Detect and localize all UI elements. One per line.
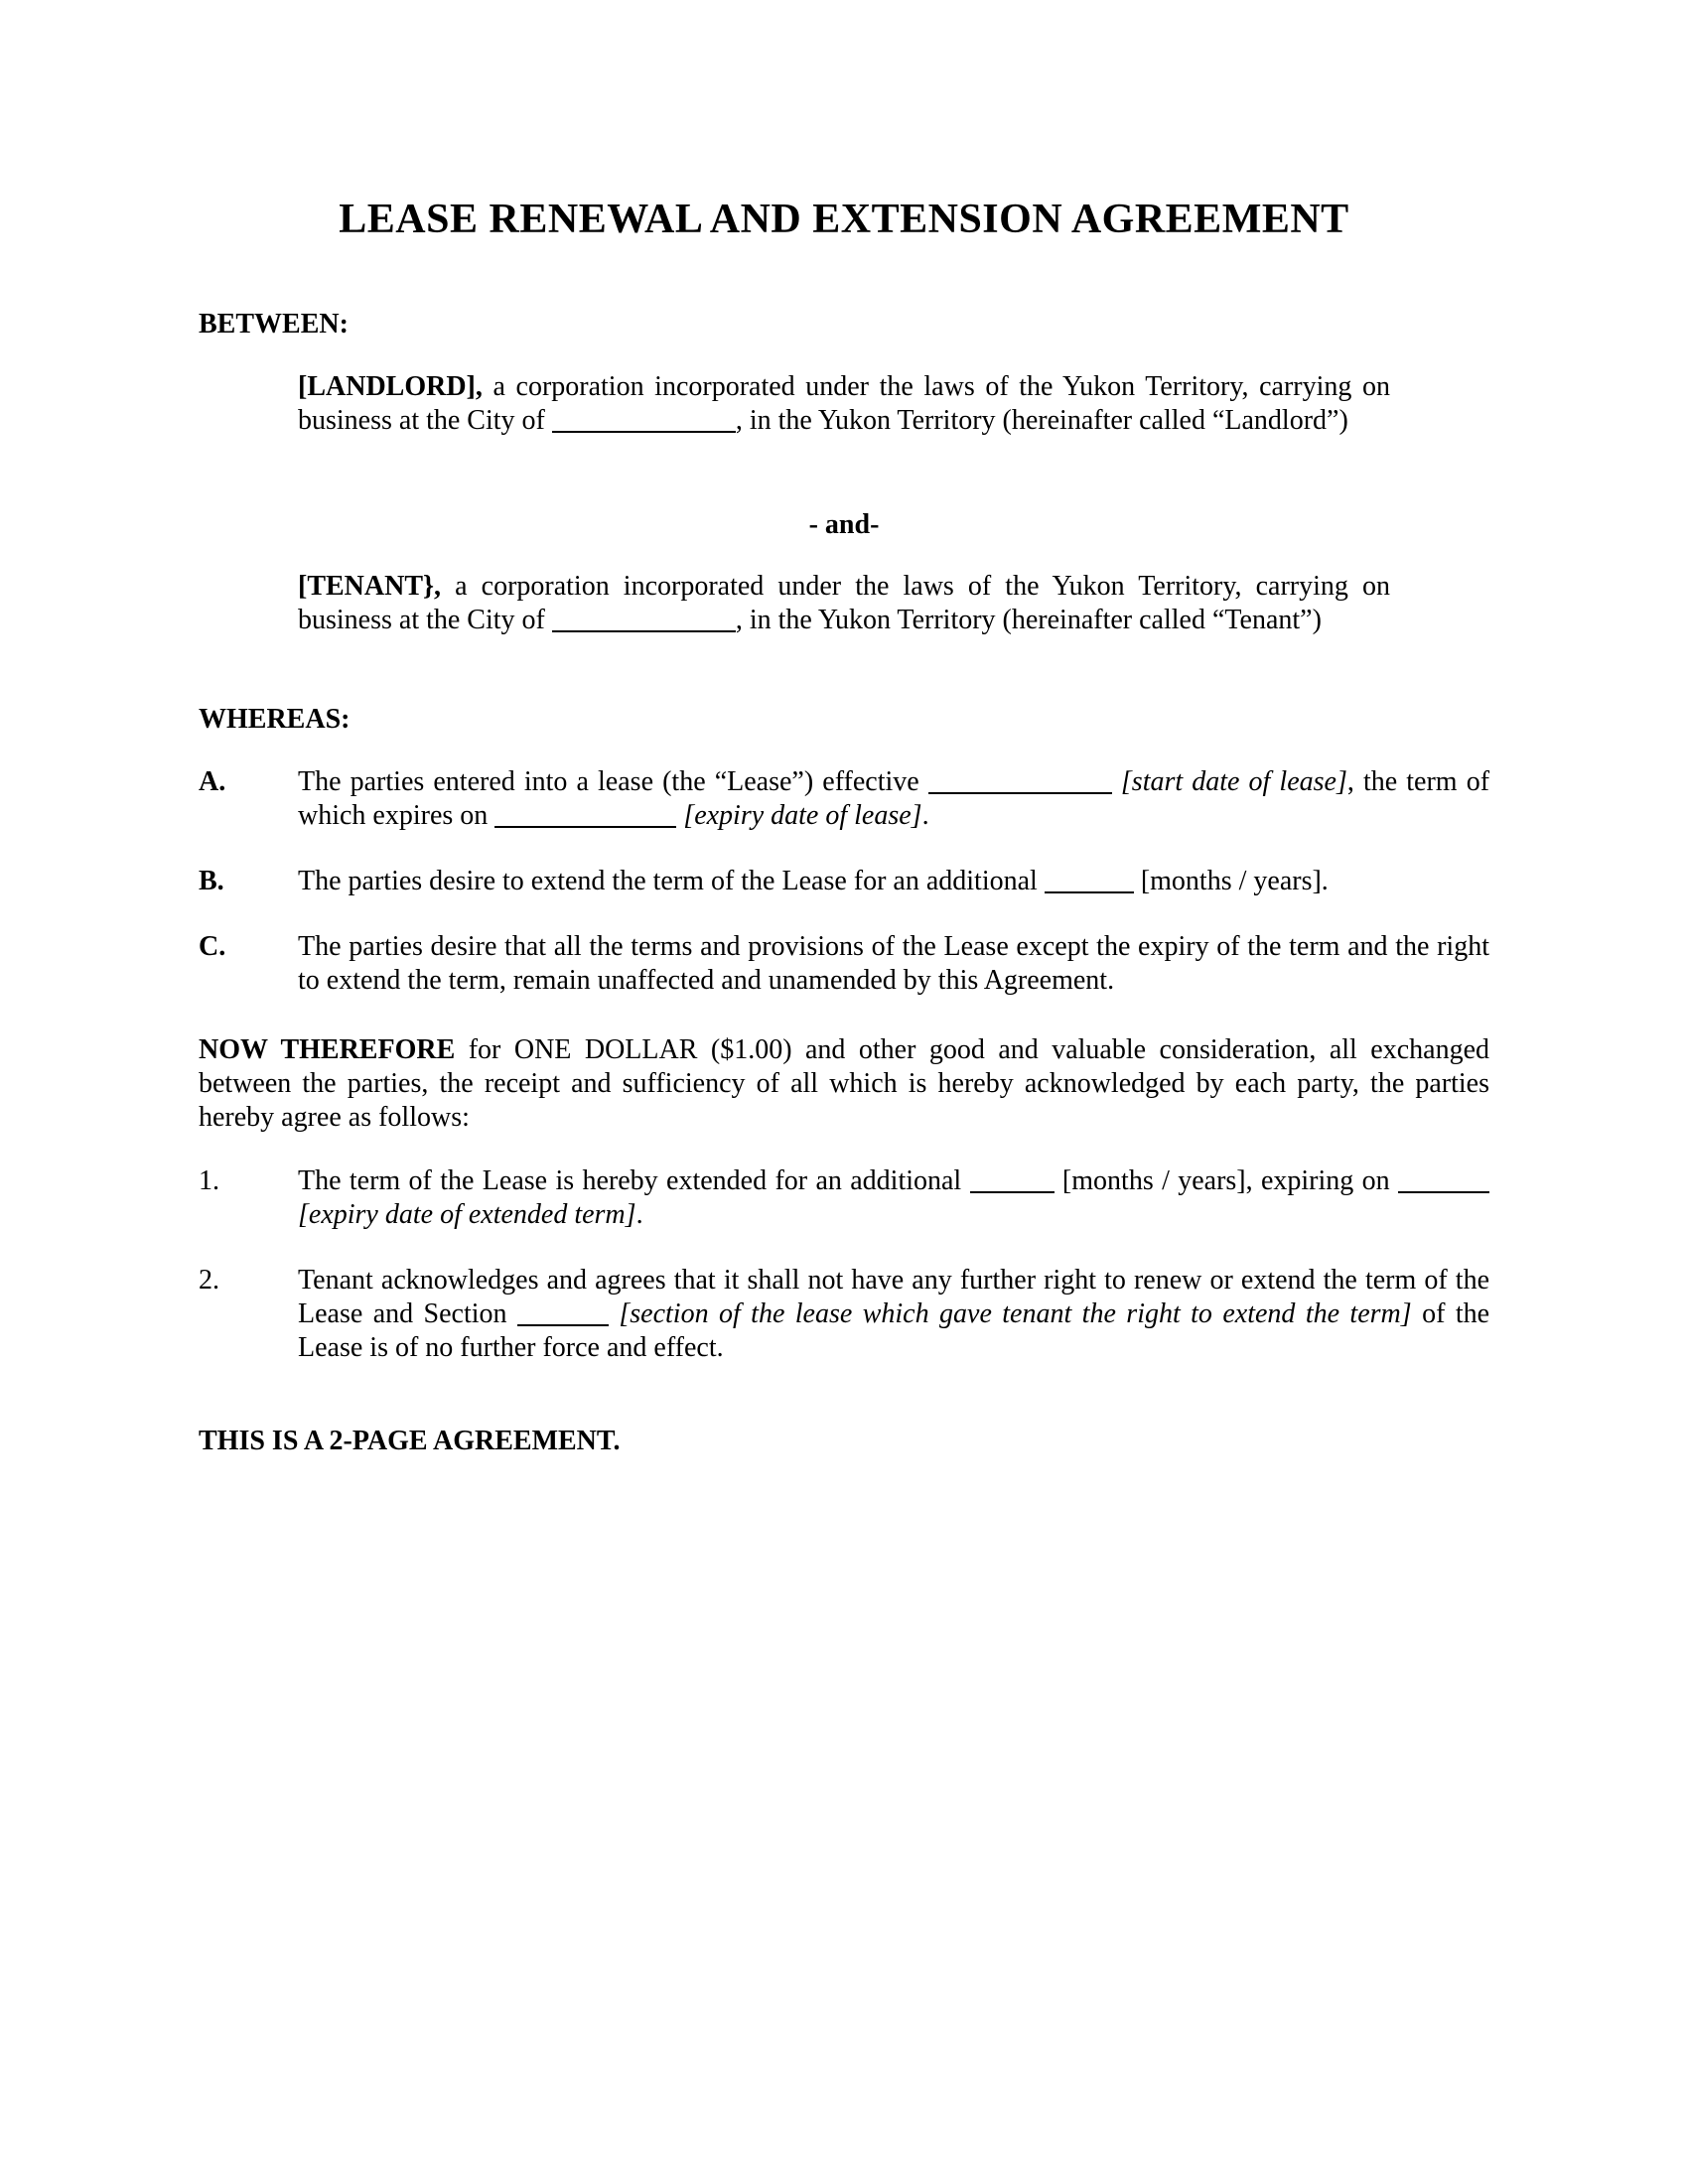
now-therefore-paragraph: NOW THEREFORE for ONE DOLLAR ($1.00) and other good and valuable consideration, all exchanged between the parties, the receipt and sufficiency of all which is hereby acknowledged by each party, the parties hereby agree as follows: <box>199 1034 1490 1133</box>
fill-in-blank <box>494 811 676 828</box>
tenant-paragraph: [TENANT}, a corporation incorporated under the laws of the Yukon Territory, carrying on business at the City of , in the Yukon Territory (hereinafter called “Tenant”) <box>298 571 1390 635</box>
clause-1-text: The term of the Lease is hereby extended for an additional [months / years], expiring on [expiry date of extended term]. <box>298 1164 1489 1232</box>
and-separator: - and- <box>808 509 880 540</box>
fill-in-blank <box>552 416 736 433</box>
recital-c-text: The parties desire that all the terms and provisions of the Lease except the expiry of the term and the right to extend the term, remain unaffected and unamended by this Agreement. <box>298 931 1489 996</box>
landlord-paragraph: [LANDLORD], a corporation incorporated under the laws of the Yukon Territory, carrying on business at the City of , in the Yukon Territory (hereinafter called “Landlord”) <box>298 371 1390 436</box>
recital-a <box>199 765 1489 833</box>
clause-2 <box>199 1264 1489 1365</box>
fill-in-blank <box>970 1176 1055 1193</box>
whereas-label: WHEREAS: <box>199 704 351 735</box>
recital-c-label: C. <box>199 931 226 962</box>
recital-a-text: The parties entered into a lease (the “Lease”) effective [start date of lease], the term of which expires on [expiry date of lease]. <box>298 766 1490 831</box>
recital-b-label: B. <box>199 866 224 896</box>
recital-c <box>199 930 1489 998</box>
fill-in-blank <box>552 615 736 632</box>
between-label: BETWEEN: <box>199 309 349 340</box>
clause-1 <box>199 1164 1489 1232</box>
fill-in-blank <box>1045 877 1134 893</box>
document-title: LEASE RENEWAL AND EXTENSION AGREEMENT <box>339 197 1349 242</box>
recital-b-text: The parties desire to extend the term of the Lease for an additional [months / years]. <box>298 866 1329 896</box>
clause-1-label: 1. <box>199 1165 219 1196</box>
fill-in-blank <box>517 1309 609 1326</box>
recital-b <box>199 865 1489 898</box>
clause-2-text: Tenant acknowledges and agrees that it shall not have any further right to renew or extend the term of the Lease and Section [section of the lease which gave tenant the right to extend the term] of the Lease is of no further force and effect. <box>298 1265 1490 1363</box>
clause-2-label: 2. <box>199 1265 219 1296</box>
fill-in-blank <box>928 777 1112 794</box>
recital-a-label: A. <box>199 766 226 797</box>
fill-in-blank <box>1398 1176 1489 1193</box>
closing-statement: THIS IS A 2-PAGE AGREEMENT. <box>199 1426 621 1456</box>
